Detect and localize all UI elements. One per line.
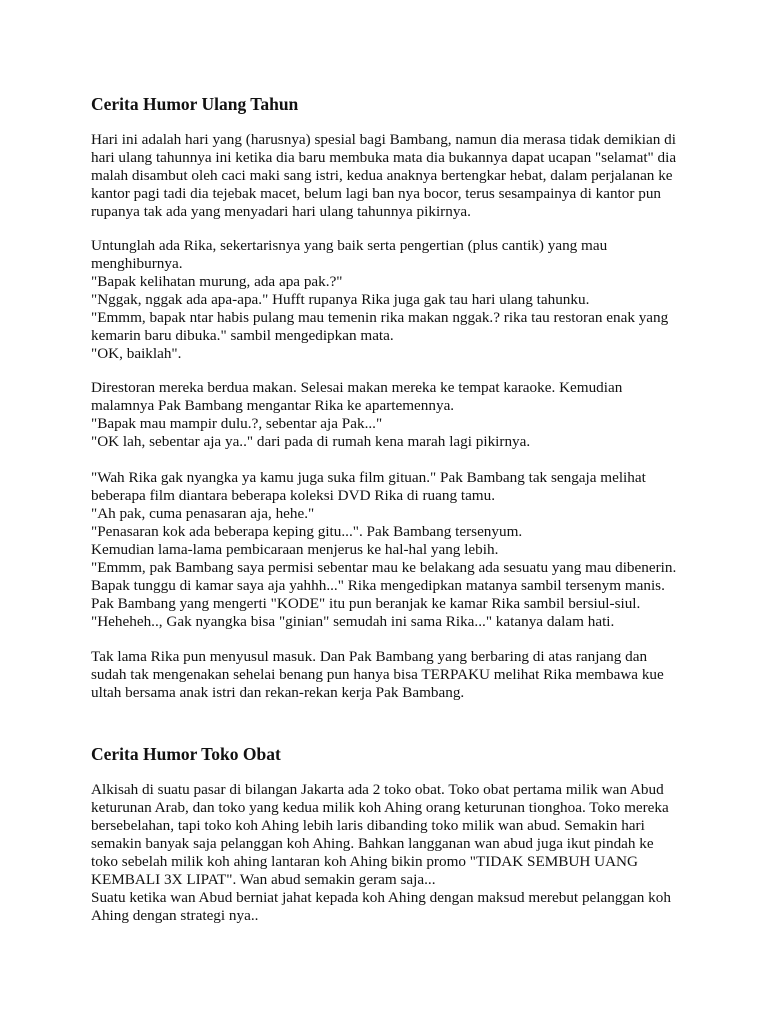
text-line: hari ulang tahunnya ini ketika dia baru membuka mata dia bukannya dapat ucapan "selamat" dia bbox=[91, 149, 677, 166]
text-line: "Nggak, nggak ada apa-apa." Hufft rupanya Rika juga gak tau hari ulang tahunku. bbox=[91, 291, 590, 308]
text-line: Alkisah di suatu pasar di bilangan Jakarta ada 2 toko obat. Toko obat pertama milik wan Abud bbox=[91, 781, 664, 798]
text-line: kantor pagi tadi dia tejebak macet, belum lagi ban nya bocor, terus sesampainya di kantor pun bbox=[91, 185, 662, 202]
text-line: kemarin baru dibuka." sambil mengedipkan mata. bbox=[91, 327, 394, 344]
text-line: "OK lah, sebentar aja ya.." dari pada di rumah kena marah lagi pikirnya. bbox=[91, 433, 531, 450]
text-line: "Wah Rika gak nyangka ya kamu juga suka film gituan." Pak Bambang tak sengaja melihat bbox=[91, 469, 646, 486]
text-line: malamnya Pak Bambang mengantar Rika ke apartemennya. bbox=[91, 397, 455, 414]
text-line: menghiburnya. bbox=[91, 255, 183, 272]
text-line: ultah bersama anak istri dan rekan-rekan kerja Pak Bambang. bbox=[91, 684, 465, 701]
text-line: "Bapak kelihatan murung, ada apa pak.?" bbox=[91, 273, 343, 290]
text-line: "OK, baiklah". bbox=[91, 345, 182, 362]
text-line: semakin banyak saja pelanggan koh Ahing. Bahkan langganan wan abud juga ikut pindah ke bbox=[91, 835, 654, 852]
text-line: bersebelahan, tapi toko koh Ahing lebih laris dibanding toko milik wan abud. Semakin hari bbox=[91, 817, 645, 834]
text-line: sudah tak mengenakan sehelai benang pun hanya bisa TERPAKU melihat Rika membawa kue bbox=[91, 666, 664, 683]
text-line: "Ah pak, cuma penasaran aja, hehe." bbox=[91, 505, 315, 522]
section-title-ulang-tahun: Cerita Humor Ulang Tahun bbox=[91, 94, 299, 114]
text-line: keturunan Arab, dan toko yang kedua milik koh Ahing orang keturunan tionghoa. Toko mereka bbox=[91, 799, 669, 816]
text-line: rupanya tak ada yang menyadari hari ulang tahunnya pikirnya. bbox=[91, 203, 471, 220]
text-line: Direstoran mereka berdua makan. Selesai makan mereka ke tempat karaoke. Kemudian bbox=[91, 379, 623, 396]
text-line: Untunglah ada Rika, sekertarisnya yang baik serta pengertian (plus cantik) yang mau bbox=[91, 237, 608, 254]
text-line: Ahing dengan strategi nya.. bbox=[91, 907, 259, 924]
text-line: "Emmm, pak Bambang saya permisi sebentar mau ke belakang ada sesuatu yang mau dibenerin. bbox=[91, 559, 677, 576]
text-line: Suatu ketika wan Abud berniat jahat kepada koh Ahing dengan maksud merebut pelanggan koh bbox=[91, 889, 671, 906]
text-line: malah disambut oleh caci maki sang istri, kedua anaknya bertengkar hebat, dalam perjalanan ke bbox=[91, 167, 673, 184]
section-title-toko-obat: Cerita Humor Toko Obat bbox=[91, 744, 281, 764]
text-line: Kemudian lama-lama pembicaraan menjerus ke hal-hal yang lebih. bbox=[91, 541, 499, 558]
text-line: Pak Bambang yang mengerti "KODE" itu pun beranjak ke kamar Rika sambil bersiul-siul. bbox=[91, 595, 641, 612]
text-line: "Emmm, bapak ntar habis pulang mau temenin rika makan nggak.? rika tau restoran enak yang bbox=[91, 309, 669, 326]
text-line: beberapa film diantara beberapa koleksi DVD Rika di ruang tamu. bbox=[91, 487, 496, 504]
text-line: "Bapak mau mampir dulu.?, sebentar aja Pak..." bbox=[91, 415, 383, 432]
text-line: "Penasaran kok ada beberapa keping gitu...". Pak Bambang tersenyum. bbox=[91, 523, 523, 540]
text-line: Tak lama Rika pun menyusul masuk. Dan Pak Bambang yang berbaring di atas ranjang dan bbox=[91, 648, 648, 665]
text-line: toko sebelah milik koh ahing lantaran koh Ahing bikin promo "TIDAK SEMBUH UANG bbox=[91, 853, 638, 870]
text-line: "Heheheh.., Gak nyangka bisa "ginian" semudah ini sama Rika..." katanya dalam hati. bbox=[91, 613, 615, 630]
text-line: Hari ini adalah hari yang (harusnya) spesial bagi Bambang, namun dia merasa tidak demikian di bbox=[91, 131, 676, 148]
text-line: Bapak tunggu di kamar saya aja yahhh..." Rika mengedipkan matanya sambil tersenym manis. bbox=[91, 577, 665, 594]
text-line: KEMBALI 3X LIPAT". Wan abud semakin geram saja... bbox=[91, 871, 436, 888]
